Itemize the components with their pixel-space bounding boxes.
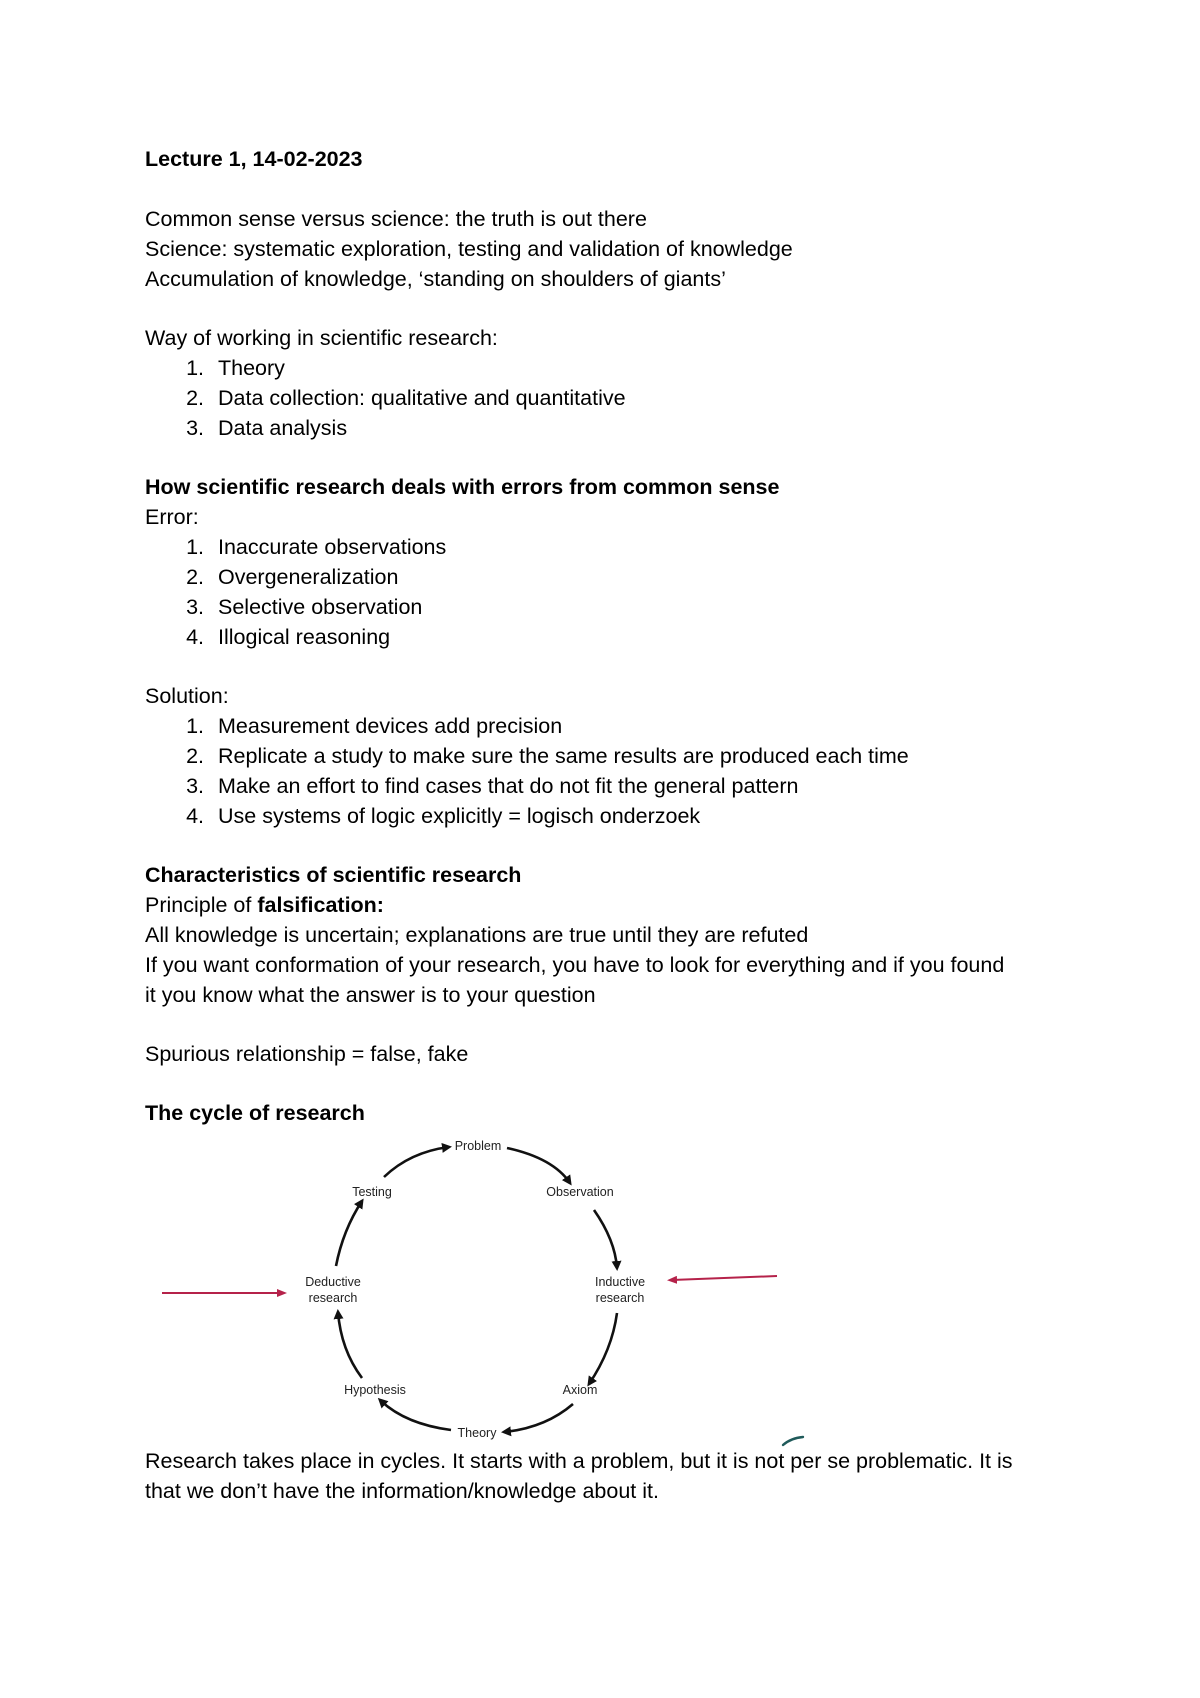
list-number: 1. bbox=[186, 356, 204, 380]
solution-label: Solution: bbox=[145, 684, 229, 708]
list-text: Make an effort to find cases that do not fit the general pattern bbox=[218, 774, 799, 798]
principle-prefix: Principle of bbox=[145, 893, 258, 917]
list-number: 3. bbox=[186, 774, 204, 798]
list-number: 2. bbox=[186, 565, 204, 589]
arrow-axiom-to-theory bbox=[504, 1404, 573, 1432]
characteristics-heading: Characteristics of scientific research bbox=[145, 863, 522, 887]
list-number: 2. bbox=[186, 744, 204, 768]
arrow-observation-to-inductive bbox=[594, 1210, 617, 1268]
way-heading: Way of working in scientific research: bbox=[145, 326, 498, 350]
list-text: Replicate a study to make sure the same results are produced each time bbox=[218, 744, 909, 768]
cycle-label-theory: Theory bbox=[457, 1426, 497, 1440]
list-text: Selective observation bbox=[218, 595, 423, 619]
arrow-hypothesis-to-deductive bbox=[338, 1312, 362, 1378]
falsification-line-3: it you know what the answer is to your question bbox=[145, 983, 596, 1007]
cycle-label-deductive-1: Deductive bbox=[305, 1275, 361, 1289]
error-label: Error: bbox=[145, 505, 199, 529]
closing-line-1: Research takes place in cycles. It starts with a problem, but it is not per se problematic. It is bbox=[145, 1449, 1013, 1473]
list-number: 2. bbox=[186, 386, 204, 410]
page-title: Lecture 1, 14-02-2023 bbox=[145, 147, 363, 171]
list-text: Theory bbox=[218, 356, 285, 380]
intro-line-3: Accumulation of knowledge, ‘standing on shoulders of giants’ bbox=[145, 267, 726, 291]
errors-heading: How scientific research deals with errors from common sense bbox=[145, 475, 780, 499]
cycle-label-inductive-2: research bbox=[595, 1291, 645, 1305]
falsification-line-2: If you want conformation of your research, you have to look for everything and if you found bbox=[145, 953, 1005, 977]
arrow-theory-to-hypothesis bbox=[380, 1400, 451, 1430]
list-number: 4. bbox=[186, 804, 204, 828]
cycle-label-hypothesis: Hypothesis bbox=[344, 1383, 406, 1397]
list-text: Data analysis bbox=[218, 416, 348, 440]
cycle-label-axiom: Axiom bbox=[562, 1383, 598, 1397]
list-number: 3. bbox=[186, 595, 204, 619]
closing-line-2: that we don’t have the information/knowledge about it. bbox=[145, 1479, 659, 1503]
cycle-label-inductive-1: Inductive bbox=[594, 1275, 646, 1289]
list-text: Overgeneralization bbox=[218, 565, 399, 589]
arrow-problem-to-observation bbox=[507, 1148, 570, 1183]
falsification-line-1: All knowledge is uncertain; explanations are true until they are refuted bbox=[145, 923, 809, 947]
cycle-label-problem: Problem bbox=[454, 1139, 502, 1153]
list-number: 1. bbox=[186, 535, 204, 559]
list-text: Illogical reasoning bbox=[218, 625, 391, 649]
list-text: Use systems of logic explicitly = logisch onderzoek bbox=[218, 804, 701, 828]
list-number: 1. bbox=[186, 714, 204, 738]
cycle-heading: The cycle of research bbox=[145, 1101, 365, 1125]
list-text: Measurement devices add precision bbox=[218, 714, 563, 738]
arrow-inductive-to-axiom bbox=[589, 1313, 617, 1384]
list-number: 4. bbox=[186, 625, 204, 649]
intro-line-2: Science: systematic exploration, testing and validation of knowledge bbox=[145, 237, 793, 261]
list-text: Inaccurate observations bbox=[218, 535, 447, 559]
cycle-label-deductive-2: research bbox=[308, 1291, 358, 1305]
annotation-arrow-right bbox=[672, 1276, 777, 1280]
intro-line-1: Common sense versus science: the truth is out there bbox=[145, 207, 647, 231]
pen-mark bbox=[783, 1437, 803, 1445]
cycle-label-observation: Observation bbox=[546, 1185, 614, 1199]
principle-bold: falsification: bbox=[257, 893, 384, 917]
cycle-label-testing: Testing bbox=[352, 1185, 392, 1199]
arrow-testing-to-problem bbox=[384, 1147, 449, 1177]
arrow-deductive-to-testing bbox=[336, 1201, 362, 1266]
spurious-line: Spurious relationship = false, fake bbox=[145, 1042, 469, 1066]
list-text: Data collection: qualitative and quantitative bbox=[218, 386, 626, 410]
list-number: 3. bbox=[186, 416, 204, 440]
